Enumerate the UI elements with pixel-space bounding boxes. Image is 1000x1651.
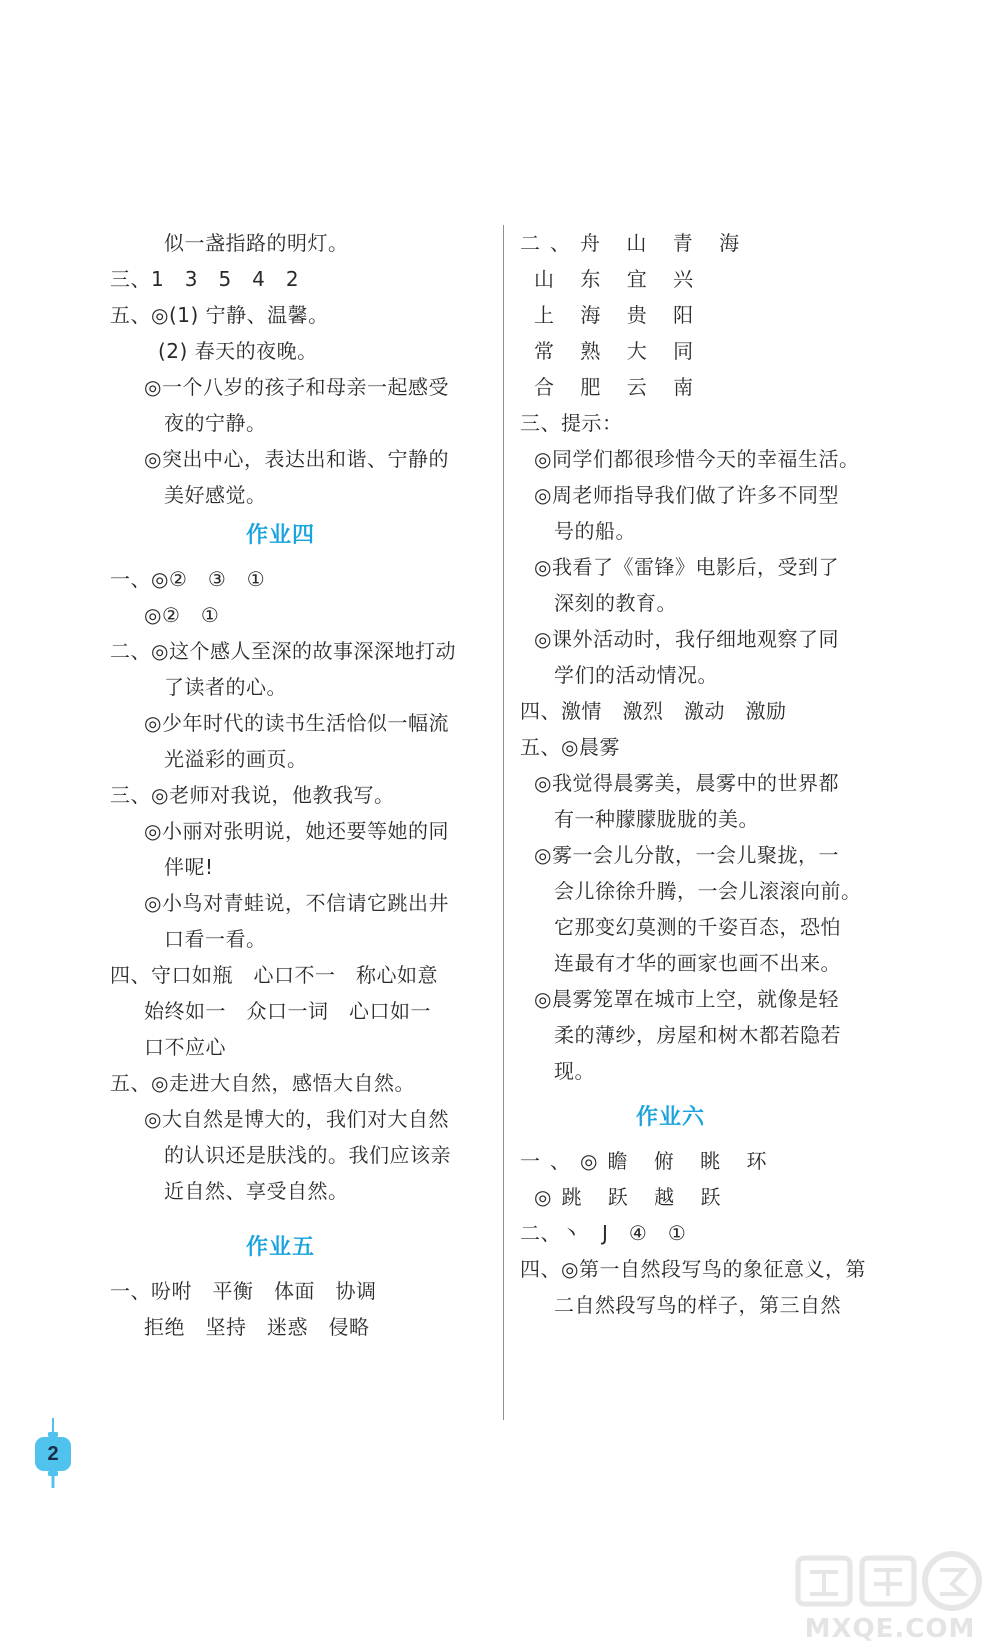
answer-line: 近自然、享受自然。	[164, 1179, 349, 1203]
watermark-logo-icon	[790, 1548, 990, 1614]
answer-line: 它那变幻莫测的千姿百态，恐怕	[554, 915, 841, 939]
answer-line: ◎我看了《雷锋》电影后，受到了	[534, 555, 839, 579]
answer-line: 合 肥 云 南	[534, 375, 704, 399]
answer-line: 四、激情 激烈 激动 激励	[520, 699, 787, 723]
answer-line: ◎周老师指导我们做了许多不同型	[534, 483, 839, 507]
answer-line: 现。	[554, 1059, 595, 1083]
answer-line: 伴呢!	[164, 855, 214, 879]
answer-line: 了读者的心。	[164, 675, 287, 699]
answer-line: 柔的薄纱，房屋和树木都若隐若	[554, 1023, 841, 1047]
answer-line: ◎跳 跃 越 跃	[534, 1185, 731, 1209]
answer-line: 光溢彩的画页。	[164, 747, 308, 771]
answer-line: 似一盏指路的明灯。	[164, 231, 349, 255]
answer-line: 始终如一 众口一词 心口如一	[144, 999, 431, 1023]
answer-line: 有一种朦朦胧胧的美。	[554, 807, 759, 831]
answer-line: 二、◎这个感人至深的故事深深地打动	[110, 639, 456, 663]
answer-line: 的认识还是肤浅的。我们应该亲	[164, 1143, 451, 1167]
answer-line: 拒绝 坚持 迷惑 侵略	[144, 1315, 370, 1339]
answer-line: ◎小丽对张明说，她还要等她的同	[144, 819, 449, 843]
answer-line: 连最有才华的画家也画不出来。	[554, 951, 841, 975]
answer-line: 一、吩咐 平衡 体面 协调	[110, 1279, 377, 1303]
answer-line: 二、舟 山 青 海	[520, 231, 750, 255]
answer-line: ◎少年时代的读书生活恰似一幅流	[144, 711, 449, 735]
section-heading-5: 作业五	[246, 1235, 316, 1260]
watermark-text: MXQE.COM	[804, 1614, 976, 1644]
answer-line: 二自然段写鸟的样子，第三自然	[554, 1293, 841, 1317]
answer-line: ◎同学们都很珍惜今天的幸福生活。	[534, 447, 860, 471]
answer-line: ◎小鸟对青蛙说，不信请它跳出井	[144, 891, 449, 915]
answer-line: 四、守口如瓶 心口不一 称心如意	[110, 963, 438, 987]
answer-line: 三、提示：	[520, 411, 623, 435]
answer-line: 五、◎(1) 宁静、温馨。	[110, 303, 329, 327]
answer-line: 四、◎第一自然段写鸟的象征意义，第	[520, 1257, 866, 1281]
answer-line: ◎一个八岁的孩子和母亲一起感受	[144, 375, 449, 399]
answer-line: ◎突出中心，表达出和谐、宁静的	[144, 447, 449, 471]
watermark	[790, 1548, 990, 1651]
answer-line: 口看一看。	[164, 927, 267, 951]
answer-line: 三、1 3 5 4 2	[110, 267, 300, 291]
answer-line: 山 东 宜 兴	[534, 267, 704, 291]
answer-line: 学们的活动情况。	[554, 663, 718, 687]
answer-line: ◎课外活动时，我仔细地观察了同	[534, 627, 839, 651]
answer-line: 五、◎走进大自然，感悟大自然。	[110, 1071, 415, 1095]
answer-line: 号的船。	[554, 519, 636, 543]
answer-line: 深刻的教育。	[554, 591, 677, 615]
answer-line: (2) 春天的夜晚。	[158, 339, 318, 363]
answer-line: 二、丶 J ④ ①	[520, 1221, 687, 1245]
answer-line: ◎雾一会儿分散，一会儿聚拢，一	[534, 843, 839, 867]
answer-line: 上 海 贵 阳	[534, 303, 704, 327]
answer-line: 夜的宁静。	[164, 411, 267, 435]
section-heading-4: 作业四	[246, 523, 316, 548]
section-heading-6: 作业六	[636, 1105, 706, 1130]
answer-line: ◎晨雾笼罩在城市上空，就像是轻	[534, 987, 839, 1011]
answer-line: 五、◎晨雾	[520, 735, 620, 759]
answer-line: ◎我觉得晨雾美，晨雾中的世界都	[534, 771, 839, 795]
answer-line: 一、◎② ③ ①	[110, 567, 266, 591]
answer-line: 会儿徐徐升腾，一会儿滚滚向前。	[554, 879, 862, 903]
answer-line: ◎大自然是博大的，我们对大自然	[144, 1107, 449, 1131]
column-divider	[503, 225, 504, 1420]
answer-line: 口不应心	[144, 1035, 226, 1059]
answer-line: 美好感觉。	[164, 483, 267, 507]
answer-line: 常 熟 大 同	[534, 339, 704, 363]
answer-line: 三、◎老师对我说，他教我写。	[110, 783, 395, 807]
answer-line: 一、◎瞻 俯 眺 环	[520, 1149, 777, 1173]
page-number-badge	[34, 1418, 72, 1488]
answer-line: ◎② ①	[144, 603, 220, 627]
page-number: 2	[47, 1443, 59, 1465]
